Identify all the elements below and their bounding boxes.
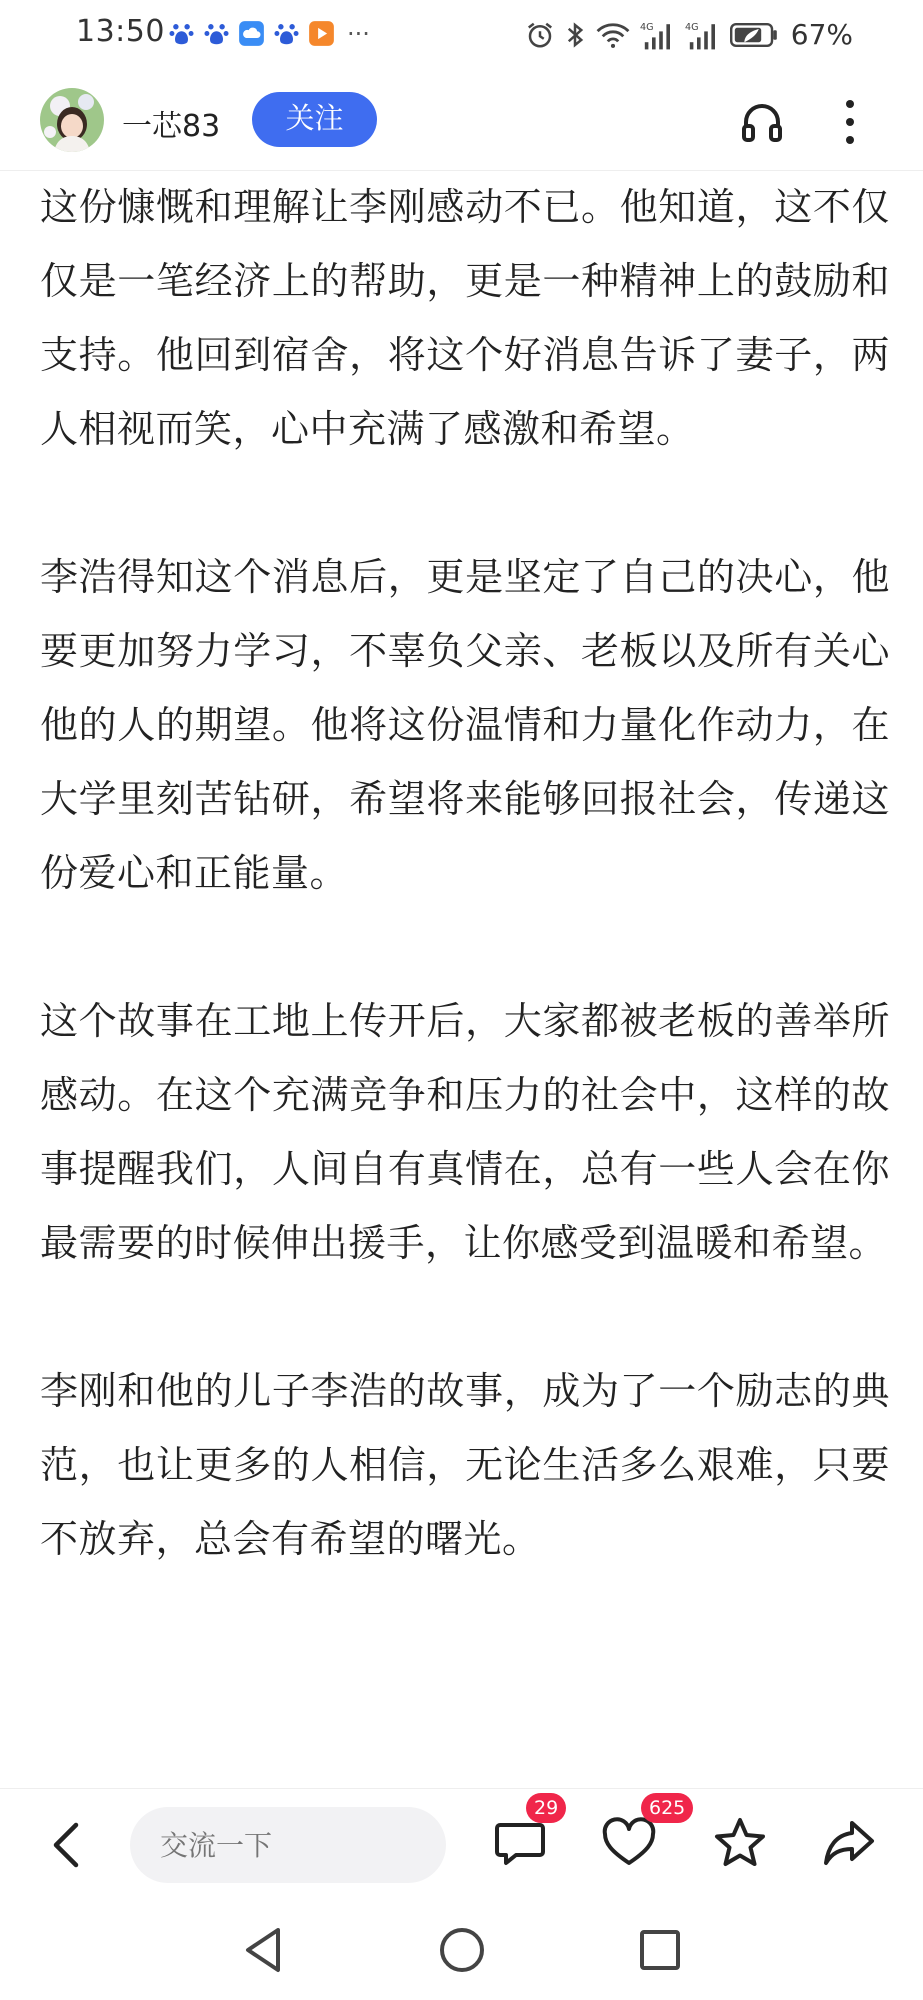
more-notifications-icon: ··· [347,19,370,48]
comment-button[interactable] [492,1797,559,1871]
baidu-paw-icon [273,20,300,47]
author-avatar[interactable] [40,88,104,152]
like-button[interactable] [601,1797,686,1871]
comment-count-badge: 29 [526,1793,566,1823]
comment-bubble-icon [492,1815,548,1871]
author-name[interactable]: 一芯83 [122,109,221,144]
cloud-app-icon [238,20,265,47]
video-play-app-icon [308,20,335,47]
svg-text:4G: 4G [639,21,654,33]
status-bar [0,0,923,74]
system-nav-bar [0,1900,923,2000]
cellular-signal-icon [640,20,676,50]
alarm-icon [525,20,555,50]
like-count-badge: 625 [641,1793,693,1823]
notification-icons [168,20,370,47]
baidu-paw-icon [168,20,195,47]
share-arrow-icon [820,1815,876,1871]
comment-input[interactable] [130,1807,446,1883]
status-right [525,18,853,51]
article-body [40,170,890,1788]
star-icon [712,1815,768,1871]
bottom-action-bar [0,1788,923,1901]
share-button[interactable] [820,1815,876,1871]
chevron-left-icon[interactable] [46,1819,86,1871]
nav-recents-square-icon[interactable] [632,1922,688,1978]
heart-icon [601,1815,657,1871]
battery-icon [730,21,778,49]
article-paragraph: 这份慷慨和理解让李刚感动不已。他知道，这不仅仅是一笔经济上的帮助，更是一种精神上的鼓励和支持。他回到宿舍，将这个好消息告诉了妻子，两人相视而笑，心中充满了感激和希望。 [40,185,890,451]
follow-button[interactable]: 关注 [252,92,377,147]
nav-home-circle-icon[interactable] [434,1922,490,1978]
vertical-dots-icon[interactable] [840,96,860,148]
paragraph-spacer [40,910,890,984]
article-paragraph: 李刚和他的儿子李浩的故事，成为了一个励志的典范，也让更多的人相信，无论生活多么艰难，只要不放弃，总会有希望的曙光。 [40,1369,890,1561]
paragraph-spacer [40,466,890,540]
battery-percent: 67% [790,18,853,51]
status-time: 13:50 [76,14,165,49]
avatar-image [40,88,104,152]
paragraph-spacer [40,1280,890,1354]
baidu-paw-icon [203,20,230,47]
article-header [0,74,923,171]
article-paragraph: 李浩得知这个消息后，更是坚定了自己的决心，他要更加努力学习，不辜负父亲、老板以及所有关心他的人的期望。他将这份温情和力量化作动力，在大学里刻苦钻研，希望将来能够回报社会，传递这份爱心和正能量。 [40,555,890,895]
headphones-icon[interactable] [738,98,786,146]
article-paragraph: 这个故事在工地上传开后，大家都被老板的善举所感动。在这个充满竞争和压力的社会中，这样的故事提醒我们，人间自有真情在，总有一些人会在你最需要的时候伸出援手，让你感受到温暖和希望。 [40,999,890,1265]
svg-text:4G: 4G [684,21,699,33]
cellular-signal-icon-2 [685,20,721,50]
wifi-icon [595,20,631,50]
favorite-button[interactable] [712,1815,768,1871]
nav-back-triangle-icon[interactable] [236,1922,292,1978]
bluetooth-icon [564,20,586,50]
